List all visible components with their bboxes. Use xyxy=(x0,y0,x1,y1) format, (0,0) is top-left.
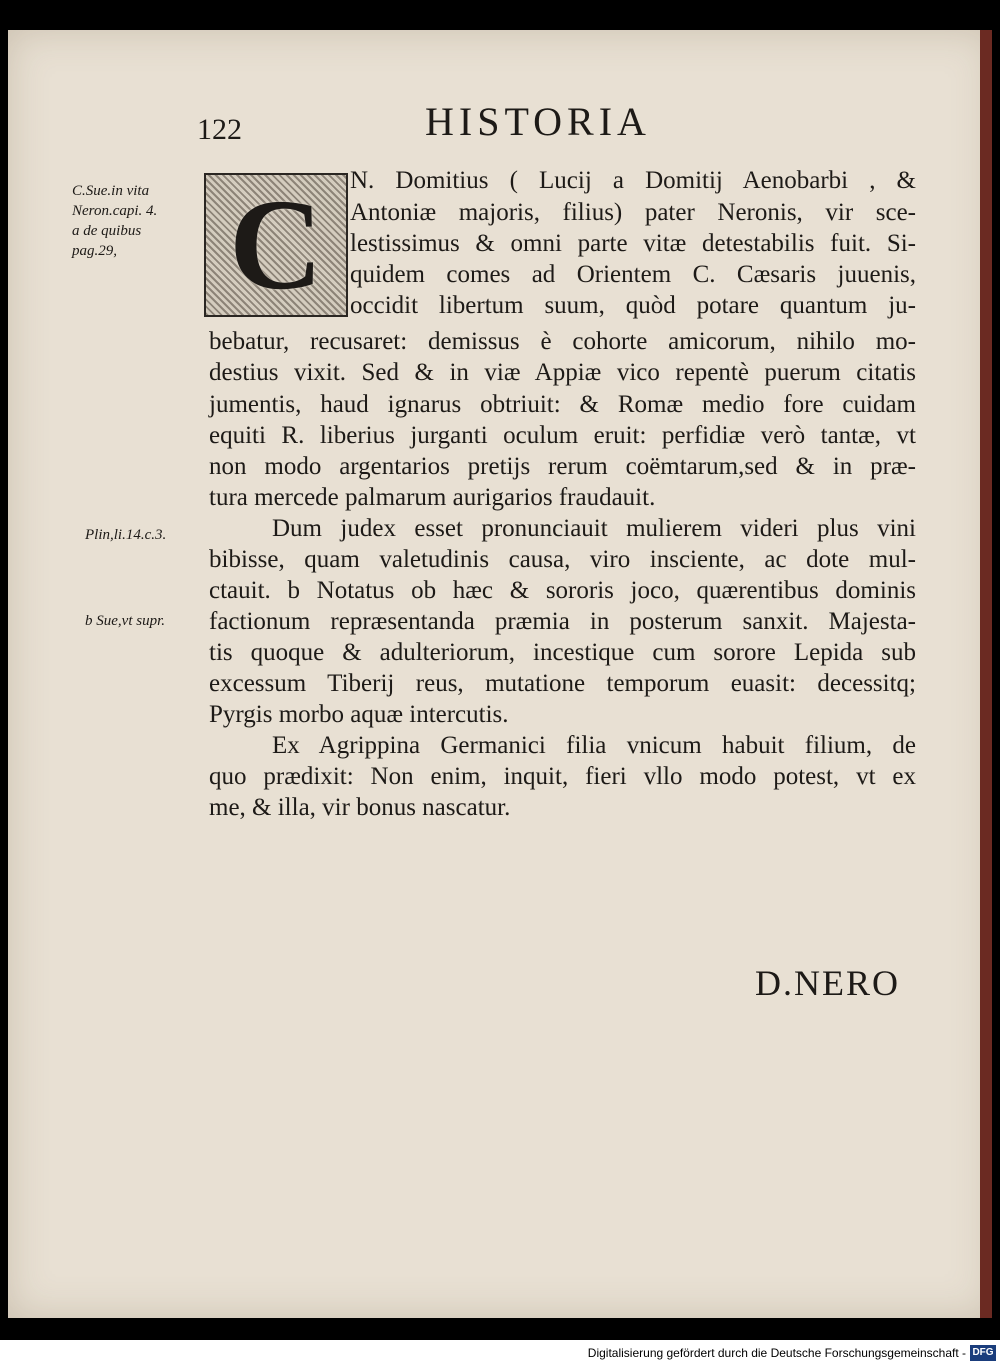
body-line: bebatur, recusaret: demissus è cohorte amicorum, nihilo mo- xyxy=(209,328,916,355)
body-line: ctauit. b Notatus ob hæc & sororis joco, quærentibus dominis xyxy=(209,577,916,604)
body-line: equiti R. liberius jurganti oculum eruit: perfidiæ verò tantæ, vt xyxy=(209,422,916,449)
body-line: Dum judex esset pronunciauit mulierem videri plus vini xyxy=(272,515,916,542)
body-line: N. Domitius ( Lucij a Domitij Aenobarbi , & xyxy=(350,167,916,194)
page-edge-binding xyxy=(980,30,992,1318)
body-line: tis quoque & adulteriorum, incestique cum sorore Lepida sub xyxy=(209,639,916,666)
margin-note: Plin,li.14.c.3. xyxy=(85,527,167,543)
body-line: quidem comes ad Orientem C. Cæsaris juuenis, xyxy=(350,261,916,288)
body-line: destius vixit. Sed & in viæ Appiæ vico repentè puerum citatis xyxy=(209,359,916,386)
body-line: factionum repræsentanda præmia in posterum sanxit. Majesta- xyxy=(209,608,916,635)
margin-note: a de quibus xyxy=(72,223,142,239)
body-line: non modo argentarios pretijs rerum coëmtarum,sed & in præ- xyxy=(209,453,916,480)
dfg-logo-icon: DFG xyxy=(970,1345,996,1361)
margin-note: Neron.capi. 4. xyxy=(72,203,158,219)
margin-note: C.Sue.in vita xyxy=(72,183,150,199)
catchword: D.NERO xyxy=(755,963,900,1003)
body-line: bibisse, quam valetudinis causa, viro insciente, ac dote mul- xyxy=(209,546,916,573)
margin-note: pag.29, xyxy=(72,243,117,259)
initial-letter: C xyxy=(229,173,323,317)
body-line: jumentis, haud ignarus obtriuit: & Romæ medio fore cuidam xyxy=(209,391,916,418)
body-line: tura mercede palmarum aurigarios fraudauit. xyxy=(209,484,656,511)
running-title: HISTORIA xyxy=(425,99,651,144)
page-number: 122 xyxy=(197,113,242,146)
body-line: quo prædixit: Non enim, inquit, fieri vllo modo potest, vt ex xyxy=(209,763,916,790)
body-line: occidit libertum suum, quòd potare quantum ju- xyxy=(350,292,916,319)
margin-note: b Sue,vt supr. xyxy=(85,613,165,629)
body-line: me, & illa, vir bonus nascatur. xyxy=(209,794,511,821)
body-line: lestissimus & omni parte vitæ detestabilis fuit. Si- xyxy=(350,230,916,257)
body-line: Antoniæ majoris, filius) pater Neronis, vir sce- xyxy=(350,199,916,226)
body-line: excessum Tiberij reus, mutatione temporum euasit: decessitq; xyxy=(209,670,916,697)
footer-credit: Digitalisierung gefördert durch die Deutsche Forschungsgemeinschaft - xyxy=(587,1346,966,1360)
body-line: Pyrgis morbo aquæ intercutis. xyxy=(209,701,509,728)
body-line: Ex Agrippina Germanici filia vnicum habuit filium, de xyxy=(272,732,916,759)
decorated-initial xyxy=(204,173,348,317)
